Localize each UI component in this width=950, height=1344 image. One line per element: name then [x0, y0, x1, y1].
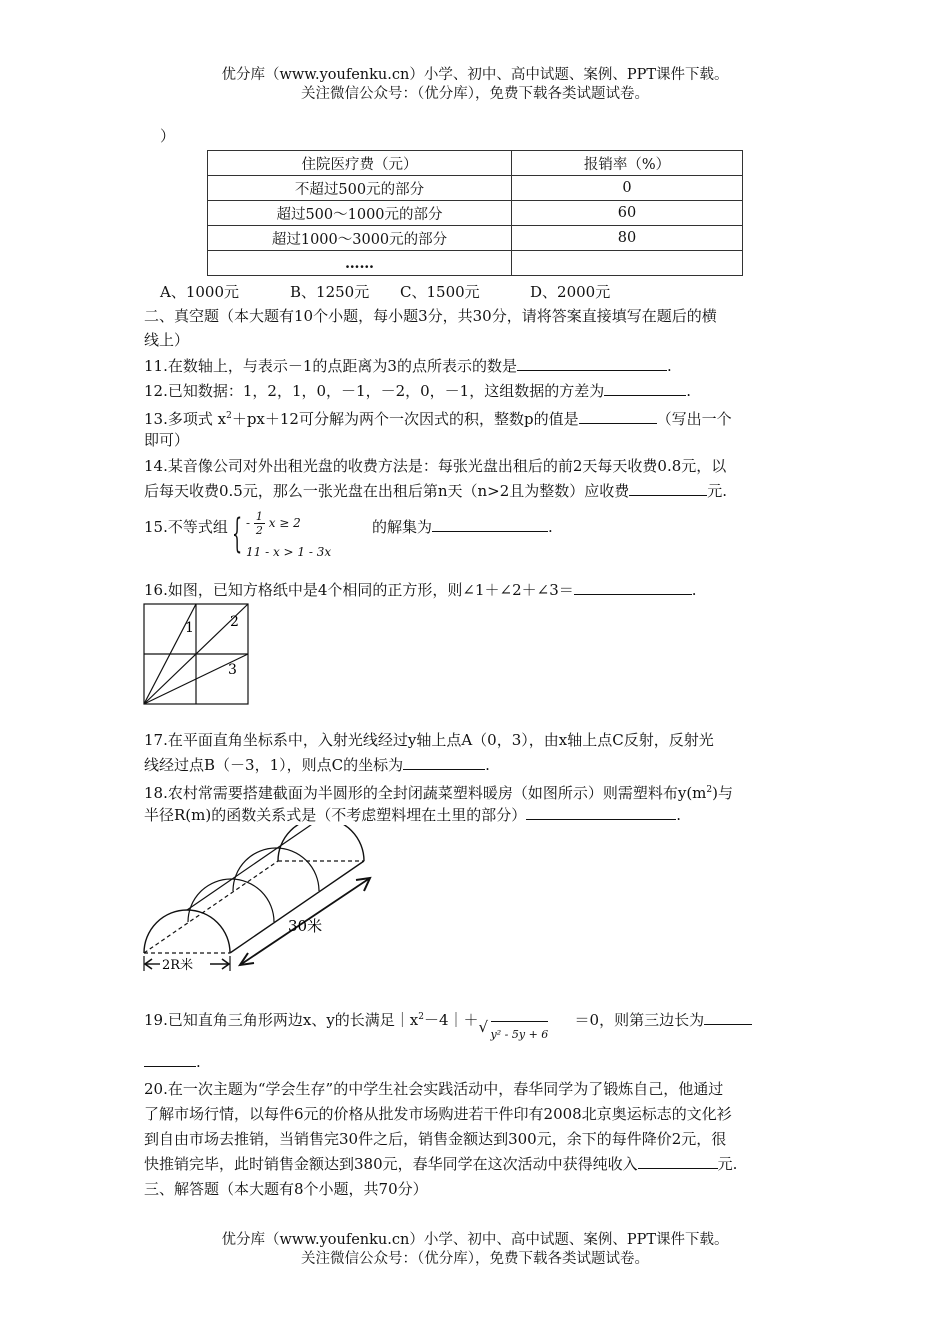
brace: { [232, 511, 243, 557]
question-19 [144, 1005, 812, 1041]
question-20-line4 [144, 1152, 812, 1177]
question-14-line1: 14.某音像公司对外出租光盘的收费方法是：每张光盘出租后的前2天每天收费0.8元，以 [144, 457, 727, 475]
question-14-end: 元. [707, 482, 728, 500]
page-footer-line-1: 优分库（www.youfenku.cn）小学、初中、高中试题、案例、PPT课件下载。 [221, 1232, 729, 1248]
answer-blank-13 [579, 408, 657, 424]
fraction [254, 510, 265, 537]
question-11-text: 11.在数轴上，与表示－1的点距离为3的点所表示的数是 [144, 357, 517, 375]
minus-sign: - [246, 516, 251, 530]
section3-title: 三、解答题（本大题有8个小题，共70分） [144, 1180, 428, 1198]
question-18-line1 [144, 778, 812, 806]
inequality-1-rest: x ≥ 2 [268, 516, 301, 530]
section2-title-line2: 线上） [144, 331, 190, 349]
question-18-end: . [676, 806, 682, 824]
question-19-line2 [144, 1050, 812, 1075]
answer-blank-18 [526, 804, 676, 820]
ground-line-right [230, 861, 364, 953]
ridge-line [187, 825, 321, 910]
answer-blank-20 [638, 1153, 718, 1169]
question-15-suffix [372, 515, 812, 540]
length-arrowhead-start [240, 953, 254, 965]
option-d: D、2000元 [530, 283, 611, 301]
exponent: 2 [226, 411, 232, 421]
radicand: y² - 5y + 6 [491, 1021, 549, 1047]
question-17-text: 线经过点B（－3，1），则点C的坐标为 [144, 756, 404, 774]
question-15-text: 的解集为 [372, 518, 433, 536]
question-14-text: 后每天收费0.5元，那么一张光盘在出租后第n天（n>2且为整数）应收费 [144, 482, 630, 500]
table-row [208, 176, 743, 201]
question-20-text: 快推销完毕，此时销售金额达到380元，春华同学在这次活动中获得纯收入 [144, 1155, 638, 1173]
table-cell: 0 [512, 176, 743, 201]
question-13-text-c: （写出一个 [656, 410, 732, 428]
answer-blank-11 [517, 355, 667, 371]
question-20-end: 元. [717, 1155, 738, 1173]
question-12 [144, 379, 812, 404]
page-header-line-1: 优分库（www.youfenku.cn）小学、初中、高中试题、案例、PPT课件下载。 [221, 67, 729, 83]
table-cell: 60 [512, 201, 743, 226]
question-19-text-b: －4｜＋ [423, 1011, 479, 1029]
table-row [208, 201, 743, 226]
question-20-line2: 了解市场行情，以每件6元的价格从批发市场购进若干件印有2008北京奥运标志的文化衫 [144, 1105, 732, 1123]
fraction-numerator: 1 [255, 510, 263, 523]
back-arch [278, 825, 364, 861]
question-13-text-b: ＋px＋12可分解为两个一次因式的积，整数p的值是 [231, 410, 579, 428]
inequality-system [232, 508, 372, 566]
question-14-line2 [144, 479, 812, 504]
table-row [208, 251, 743, 276]
page-header-line-2: 关注微信公众号：（优分库），免费下载各类试题试卷。 [301, 86, 649, 102]
reimbursement-table [207, 150, 743, 276]
table-cell: …… [208, 251, 512, 276]
question-19-end: . [196, 1053, 201, 1071]
answer-blank-14 [629, 480, 707, 496]
option-c: C、1500元 [400, 283, 480, 301]
table-cell: 不超过500元的部分 [208, 176, 512, 201]
table-cell: 超过1000～3000元的部分 [208, 226, 512, 251]
ground-line-left [144, 861, 278, 953]
exponent: 2 [418, 1012, 424, 1022]
greenhouse-figure [140, 825, 390, 980]
section2-title-line1: 二、真空题（本大题有10个小题，每小题3分，共30分，请将答案直接填写在题后的横 [144, 307, 717, 325]
question-12-text: 12.已知数据：1，2，1，0，－1，－2，0，－1，这组数据的方差为 [144, 382, 605, 400]
square-root [478, 1011, 575, 1041]
length-label: 30米 [288, 917, 323, 935]
question-15-end: . [548, 518, 553, 536]
option-b: B、1250元 [290, 283, 370, 301]
table-cell [512, 251, 743, 276]
question-18-text-a: 18.农村常需要搭建截面为半圆形的全封闭蔬菜塑料暖房（如图所示）则需塑料布y(m [144, 784, 707, 802]
front-arch [144, 910, 230, 953]
table-cell: 80 [512, 226, 743, 251]
grid-angle-figure [140, 600, 260, 710]
question-20-line3: 到自由市场去推销，当销售完30件之后，销售金额达到300元，余下的每件降价2元，很 [144, 1130, 727, 1148]
table-header-row [208, 151, 743, 176]
question-18-text: 半径R(m)的函数关系式是（不考虑塑料埋在土里的部分） [144, 806, 527, 824]
width-label: 2R米 [162, 958, 194, 973]
fraction-denominator: 2 [255, 524, 263, 537]
question-16-end: . [691, 581, 697, 599]
question-18-text-b: )与 [712, 784, 734, 802]
answer-blank-19 [704, 1009, 752, 1025]
question-fragment: ） [160, 127, 176, 145]
question-11 [144, 354, 812, 379]
exponent: 2 [706, 785, 713, 795]
question-15-prefix: 15.不等式组 [144, 518, 228, 536]
answer-blank-17 [403, 754, 485, 770]
angle-label-3: 3 [228, 662, 237, 678]
question-13-line2: 即可） [144, 431, 190, 449]
table-row [208, 226, 743, 251]
angle-label-1: 1 [185, 620, 194, 636]
question-19-text-c: ＝0，则第三边长为 [574, 1011, 705, 1029]
question-19-text-a: 19.已知直角三角形两边x、y的长满足｜x [144, 1011, 419, 1029]
angle-label-2: 2 [230, 614, 239, 630]
table-header-cell: 报销率（%） [512, 151, 743, 176]
page-footer-line-2: 关注微信公众号：（优分库），免费下载各类试题试卷。 [301, 1251, 649, 1267]
question-17-line1: 17.在平面直角坐标系中，入射光线经过y轴上点A（0，3），由x轴上点C反射，反射光 [144, 731, 714, 749]
question-17-end: . [485, 756, 490, 774]
answer-blank-16 [574, 579, 692, 595]
table-header-cell: 住院医疗费（元） [208, 151, 512, 176]
answer-blank-15 [432, 516, 548, 532]
question-13-text-a: 13.多项式 x [144, 410, 227, 428]
inequality-1 [246, 510, 301, 537]
radical-sign: √ [478, 1018, 489, 1036]
question-20-line1: 20.在一次主题为“学会生存”的中学生社会实践活动中，春华同学为了锻炼自己，他通过 [144, 1080, 724, 1098]
question-17-line2 [144, 753, 812, 778]
answer-blank-19-cont [144, 1051, 196, 1067]
table-cell: 超过500～1000元的部分 [208, 201, 512, 226]
question-16-text: 16.如图，已知方格纸中是4个相同的正方形，则∠1＋∠2＋∠3＝ [144, 581, 574, 599]
inequality-2: 11 - x > 1 - 3x [246, 545, 332, 559]
question-11-end: . [666, 357, 672, 375]
option-a: A、1000元 [160, 283, 240, 301]
answer-blank-12 [604, 380, 686, 396]
question-12-end: . [686, 382, 691, 400]
